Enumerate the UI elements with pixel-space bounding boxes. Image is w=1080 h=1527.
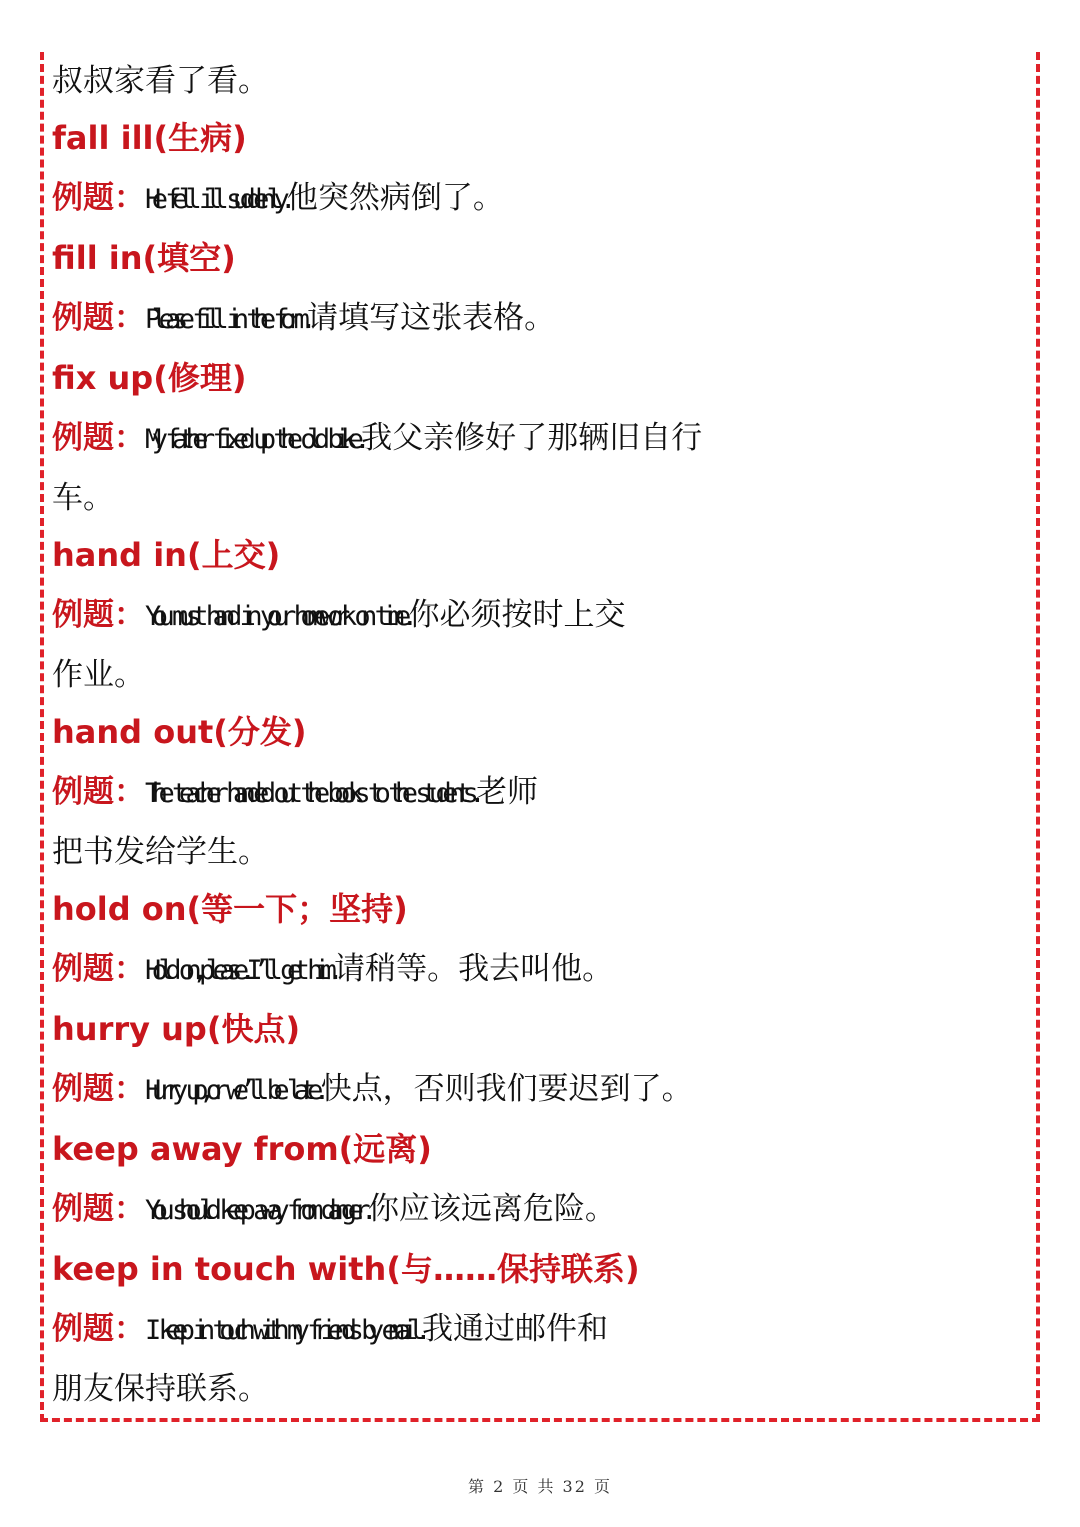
example-label: 例题： (52, 951, 145, 987)
example-chinese: 你应该远离危险。 (367, 1191, 616, 1227)
example-chinese: 你必须按时上交 (408, 597, 626, 633)
example-line (52, 295, 1032, 355)
example-chinese: 请填写这张表格。 (307, 300, 556, 336)
text-line (52, 652, 1032, 709)
example-label: 例题： (52, 1191, 145, 1227)
phrase-title: keep in touch with(与……保持联系) (52, 1250, 640, 1288)
example-label: 例题： (52, 597, 145, 633)
example-english: You should keep away from danger. (145, 1195, 368, 1226)
example-line (52, 175, 1032, 235)
example-chinese: 我父亲修好了那辆旧自行 (361, 420, 703, 456)
phrase-list (52, 58, 1032, 1423)
example-chinese: 快点，否则我们要迟到了。 (320, 1071, 693, 1107)
phrase-heading (52, 1126, 1032, 1186)
text-line (52, 58, 1032, 115)
phrase-heading (52, 709, 1032, 769)
example-label: 例题： (52, 300, 145, 336)
example-chinese: 老师 (476, 774, 539, 810)
text-line (52, 1366, 1032, 1423)
example-line (52, 1306, 1032, 1366)
example-english: Hurry up,or we’ll be late. (145, 1075, 321, 1106)
chinese-text: 作业。 (52, 657, 145, 693)
phrase-title: hand in(上交) (52, 536, 281, 574)
example-english: Hold on,please.I’ll get him. (145, 955, 335, 986)
example-chinese: 他突然病倒了。 (286, 180, 504, 216)
phrase-title: fill in(填空) (52, 239, 236, 277)
phrase-title: hand out(分发) (52, 713, 307, 751)
example-line (52, 1066, 1032, 1126)
phrase-heading (52, 1246, 1032, 1306)
example-chinese: 我通过邮件和 (421, 1311, 608, 1347)
example-line (52, 415, 1032, 475)
chinese-text: 把书发给学生。 (52, 834, 269, 870)
phrase-title: fall ill(生病) (52, 119, 247, 157)
chinese-text: 车。 (52, 480, 114, 516)
example-english: He fell ill suddenly. (145, 184, 287, 215)
example-line (52, 769, 1032, 829)
text-line (52, 829, 1032, 886)
phrase-heading (52, 886, 1032, 946)
chinese-text: 朋友保持联系。 (52, 1371, 269, 1407)
example-english: I keep in touch with my friends by email. (145, 1315, 422, 1346)
example-label: 例题： (52, 1071, 145, 1107)
example-chinese: 请稍等。我去叫他。 (334, 951, 614, 987)
phrase-heading (52, 115, 1032, 175)
phrase-title: hold on(等一下；坚持) (52, 890, 408, 928)
phrase-title: hurry up(快点) (52, 1010, 301, 1048)
page-footer: 第 2 页 共 32 页 (468, 1477, 612, 1496)
example-line (52, 592, 1032, 652)
phrase-heading (52, 1006, 1032, 1066)
example-line (52, 1186, 1032, 1246)
phrase-heading (52, 532, 1032, 592)
example-label: 例题： (52, 774, 145, 810)
example-english: My father fixed up the old bike. (145, 424, 362, 455)
example-english: You must hand in your homework on time. (145, 601, 409, 632)
phrase-heading (52, 355, 1032, 415)
example-label: 例题： (52, 180, 145, 216)
text-line (52, 475, 1032, 532)
phrase-title: keep away from(远离) (52, 1130, 432, 1168)
example-english: The teacher handed out the books to the students. (145, 778, 477, 809)
example-english: Please fill in the form. (145, 304, 308, 335)
phrase-title: fix up(修理) (52, 359, 247, 397)
example-line (52, 946, 1032, 1006)
example-label: 例题： (52, 420, 145, 456)
example-label: 例题： (52, 1311, 145, 1347)
phrase-heading (52, 235, 1032, 295)
chinese-text: 叔叔家看了看。 (52, 63, 269, 99)
